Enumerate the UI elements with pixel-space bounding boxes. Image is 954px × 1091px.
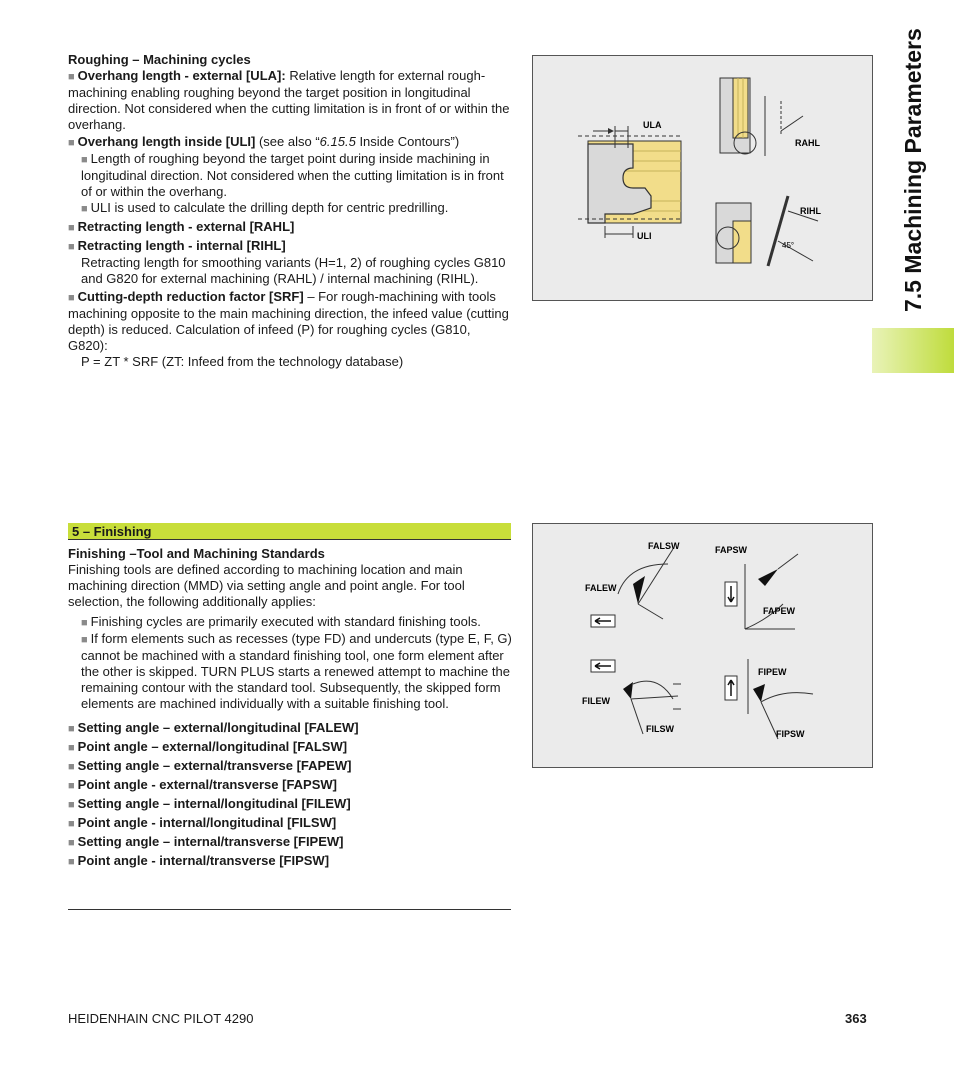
bullet-square-icon: ■	[68, 241, 75, 253]
label-filew: FILEW	[582, 696, 610, 706]
section-bar-finishing: 5 – Finishing	[68, 523, 511, 540]
bullet-square-icon: ■	[68, 137, 75, 149]
bullet-square-icon: ■	[68, 856, 75, 868]
rahl-sketch	[720, 78, 820, 156]
bullet-square-icon: ■	[68, 799, 75, 811]
label-fapew: FAPEW	[763, 606, 796, 616]
finishing-intro: Finishing tools are defined according to machining location and main machining direction (MMD) via setting angle and point angle. For tool selection, the following additionally applies:	[68, 562, 465, 609]
list-item	[68, 853, 513, 870]
roughing-heading: Roughing – Machining cycles	[68, 52, 251, 67]
bullet-square-icon: ■	[81, 203, 88, 215]
list-item-label: Setting angle – external/transverse [FAPEW]	[77, 758, 352, 773]
bullet-square-icon: ■	[68, 723, 75, 735]
srf-text: – For rough-machining with tools machining opposite to the main machining direction, the infeed value (cutting depth) is reduced. Calculation of infeed (P) for roughing cycles (G810, G820):	[68, 289, 509, 353]
rihl-sketch	[716, 196, 821, 266]
uli-paragraph	[68, 134, 513, 151]
bullet-square-icon: ■	[68, 742, 75, 754]
list-item-label: Point angle - internal/transverse [FIPSW]	[77, 853, 330, 868]
section-end-rule	[68, 909, 511, 910]
uli-see-ref: 6.15.5	[319, 134, 356, 149]
srf-paragraph	[68, 289, 513, 354]
finishing-heading: Finishing –Tool and Machining Standards	[68, 546, 325, 561]
finishing-note1-text: Finishing cycles are primarily executed with standard finishing tools.	[90, 614, 481, 629]
finishing-section	[68, 546, 513, 872]
list-item-label: Point angle – external/longitudinal [FALSW]	[77, 739, 348, 754]
rihl-label: Retracting length - internal [RIHL]	[77, 238, 286, 253]
label-ula: ULA	[643, 120, 662, 130]
chapter-title: 7.5 Machining Parameters	[900, 28, 926, 312]
bullet-square-icon: ■	[68, 292, 75, 304]
internal-longitudinal-sketch	[582, 660, 681, 734]
list-item	[68, 834, 513, 851]
roughing-diagram	[533, 56, 872, 300]
bullet-square-icon: ■	[68, 761, 75, 773]
bullet-square-icon: ■	[68, 222, 75, 234]
uli-sub1	[68, 151, 513, 200]
footer-title: HEIDENHAIN CNC PILOT 4290	[68, 1011, 254, 1026]
chapter-tab	[872, 328, 954, 373]
bullet-square-icon: ■	[68, 780, 75, 792]
list-item	[68, 777, 513, 794]
finishing-note2	[68, 631, 513, 712]
internal-transverse-sketch	[725, 659, 813, 739]
bullet-square-icon: ■	[68, 71, 75, 83]
label-fipsw: FIPSW	[776, 729, 805, 739]
label-filsw: FILSW	[646, 724, 674, 734]
figure-roughing-parameters	[532, 55, 873, 301]
rihl-text: Retracting length for smoothing variants (H=1, 2) of roughing cycles G810 and G820 for external machining (RAHL) / internal machining (RIHL).	[81, 255, 506, 286]
bullet-square-icon: ■	[81, 154, 88, 166]
ula-paragraph	[68, 68, 513, 133]
ula-uli-sketch	[578, 120, 681, 241]
ula-text: Relative length for external rough-machining enabling roughing beyond the target position in longitudinal direction. Not considered when the cutting limitation is in front of or within the overhang.	[68, 68, 510, 132]
label-rahl: RAHL	[795, 138, 820, 148]
finishing-parameter-list	[68, 720, 513, 870]
finishing-note2-text: If form elements such as recesses (type FD) and undercuts (type E, F, G) cannot be machined with a standard finishing tool, one form element after the other is skipped. TURN PLUS starts a renewed attempt to machine the remaining contour with the standard tool. Subsequently, the skipped form elements are machined individually with a suitable finishing tool.	[81, 631, 512, 711]
external-longitudinal-sketch	[585, 541, 680, 627]
bullet-square-icon: ■	[81, 634, 88, 646]
uli-label: Overhang length inside [ULI]	[77, 134, 256, 149]
rahl-label: Retracting length - external [RAHL]	[77, 219, 295, 234]
list-item	[68, 758, 513, 775]
uli-sub1-text: Length of roughing beyond the target point during inside machining in longitudinal direction. Not considered when the cutting limitation is in front of or within the overhang.	[81, 151, 504, 199]
label-angle: 45°	[782, 241, 795, 250]
srf-formula: P = ZT * SRF (ZT: Infeed from the technology database)	[81, 354, 404, 369]
list-item	[68, 815, 513, 832]
rihl-paragraph	[68, 238, 513, 255]
label-rihl: RIHL	[800, 206, 821, 216]
finishing-diagram	[533, 524, 872, 767]
label-falew: FALEW	[585, 583, 617, 593]
uli-sub2	[68, 200, 513, 217]
uli-sub2-text: ULI is used to calculate the drilling depth for centric predrilling.	[90, 200, 449, 215]
uli-see-pre: (see also “	[258, 134, 320, 149]
bullet-square-icon: ■	[68, 818, 75, 830]
label-fapsw: FAPSW	[715, 545, 748, 555]
list-item	[68, 796, 513, 813]
list-item-label: Point angle - internal/longitudinal [FILSW]	[77, 815, 337, 830]
list-item	[68, 739, 513, 756]
page-number: 363	[845, 1011, 867, 1026]
list-item-label: Setting angle – internal/transverse [FIPEW]	[77, 834, 344, 849]
list-item-label: Setting angle – external/longitudinal [FALEW]	[77, 720, 359, 735]
finishing-note1	[68, 614, 513, 631]
label-fipew: FIPEW	[758, 667, 787, 677]
list-item	[68, 720, 513, 737]
figure-finishing-angles	[532, 523, 873, 768]
roughing-section	[68, 52, 513, 370]
rahl-paragraph	[68, 219, 513, 236]
srf-label: Cutting-depth reduction factor [SRF]	[77, 289, 304, 304]
bullet-square-icon: ■	[81, 617, 88, 629]
uli-see-post: Inside Contours”)	[355, 134, 460, 149]
label-uli: ULI	[637, 231, 652, 241]
list-item-label: Point angle - external/transverse [FAPSW]	[77, 777, 338, 792]
ula-label: Overhang length - external [ULA]:	[77, 68, 286, 83]
bullet-square-icon: ■	[68, 837, 75, 849]
external-transverse-sketch	[715, 545, 798, 629]
label-falsw: FALSW	[648, 541, 680, 551]
list-item-label: Setting angle – internal/longitudinal [FILEW]	[77, 796, 351, 811]
